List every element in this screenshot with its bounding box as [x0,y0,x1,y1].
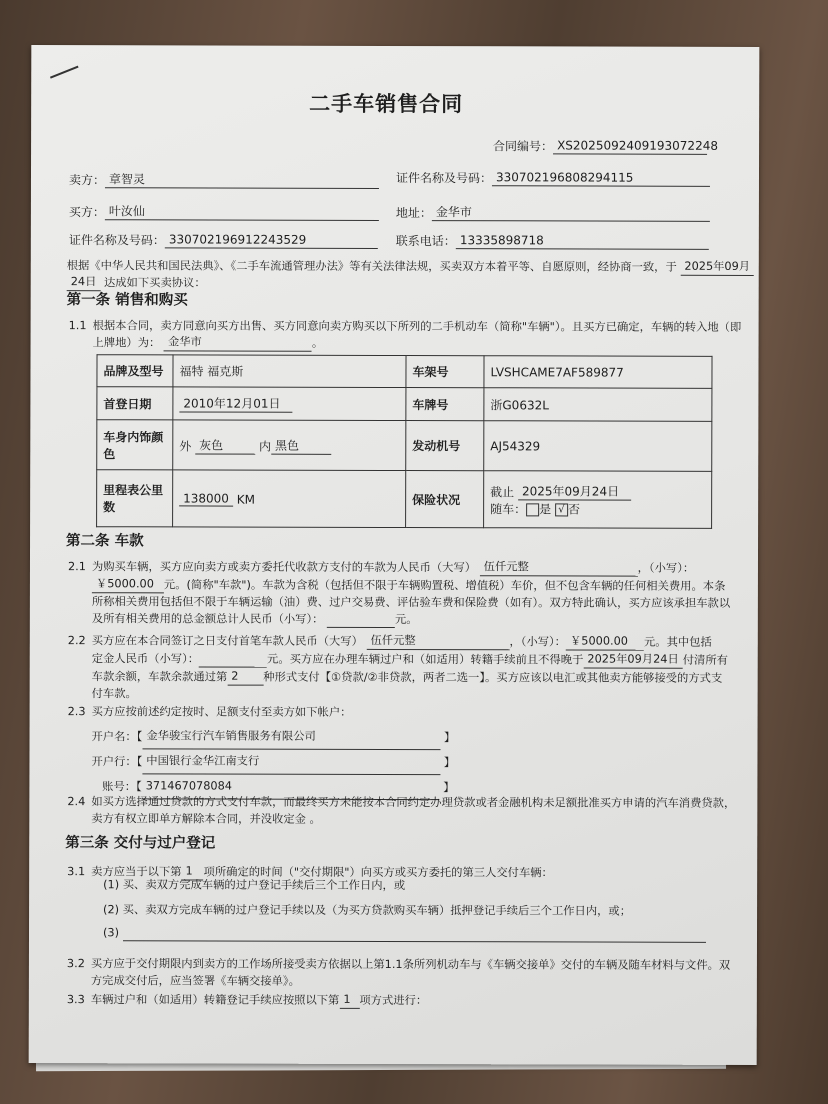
clause-3-1: 3.1 卖方应当于以下第 1 项所确定的时间（"交付期限"）向买方或买方委托的第三人交付车辆： [67,862,553,881]
clause-3-3: 3.3 车辆过户和（如适用）转籍登记手续应按照以下第 1 项方式进行： [66,992,428,1008]
plate-label: 车牌号 [406,388,484,421]
regdate-label: 首登日期 [97,387,173,420]
seller-id-field: 证件名称及号码： 330702196808294115 [396,169,710,187]
no-checkbox[interactable]: √ [555,503,568,516]
buyer-field: 买方： 叶汝仙 [69,203,379,221]
mileage-value: 138000 KM [173,470,406,528]
color-label: 车身内饰颜色 [97,420,173,470]
clause-2-2: 2.2 买方应在本合同签订之日支付首笔车款人民币（大写） 伍仟元整 ，（小写）： ￥5000.00 元。其中包括 定金人民币（小写）： 元。买方应在办理车辆过户和（如适用）转籍手续前且不得晚于 2025年09月24日 付清所有 车款余额，车款余款通过第 2 种形式支付【①贷款/②非贷款，两者二选一】。买方应该以电汇或其他卖方能够接受的方式支 付车款。 [68,631,728,704]
buyer-id-field: 证件名称及号码： 330702196912243529 [69,231,378,249]
regdate-value: 2010年12月01日 [173,387,406,421]
insurance-label: 保险状况 [406,471,484,528]
insurance-value: 截止 2025年09月24日 随车： 是 √ 否 [484,471,712,529]
clause-3-2: 3.2 买方应于交付期限内到卖方的工作场所接受卖方依据以上第1.1条所列机动车与《车辆交接单》交付的车辆及随车材料与文件。双 方完成交付后，应当签署《车辆交接单》。 [66,957,731,988]
vin-value: LVSHCAME7AF589877 [484,356,712,389]
article-3-heading: 第三条 交付与过户登记 [65,835,216,852]
table-row [97,470,712,529]
preamble: 根据《中华人民共和国民法典》、《二手车流通管理办法》等有关法律法规，买卖双方本着平等、自愿原则，经协商一致，于 2025年09月 24日 达成如下买卖协议： [67,257,754,293]
article-2-heading: 第二条 车款 [66,533,144,550]
mileage-label: 里程表公里数 [97,470,173,527]
table-row [97,420,712,472]
clause-2-1: 2.1 为购买车辆，买方应向卖方或卖方委托代收款方支付的车款为人民币（大写） 伍仟元整 ，（小写）： ￥5000.00 元。(简称"车款")。车款为含税（包括但不限于车辆购置税、增值税）车价，但不包含车辆的任何相关费用。本条 所称相关费用包括但不限于车辆运输（油）费、过户交易费、评估验车费和保险费（如有）。双方特此确认，买方应该承担车款以 及所有相关费用的总金额总计人民币（小写）： 元。 [67,560,731,627]
plate-value: 浙G0632L [484,388,712,422]
vin-label: 车架号 [406,356,484,388]
clause-2-4: 2.4 如买方选择通过贷款的方式支付车款，而最终买方未能按本合同约定办理贷款或者金融机构未足额批准买方申请的汽车消费贷款， 卖方有权立即单方解除本合同，并没收定金 。 [67,795,736,826]
color-value: 外 灰色 内 黑色 [173,420,406,471]
option-2: (2) 买、卖双方完成车辆的过户登记手续以及（为买方贷款购买车辆）抵押登记手续后三个工作日内，或； [103,903,632,918]
contract-number: 合同编号： XS2025092409193072248 [493,138,719,154]
clause-2-3: 2.3 买方应按前述约定按时、足额支付至卖方如下帐户： 开户名：【 金华骏宝行汽车销售服务有限公司 】 开户行：【 中国银行金华江南支行 】 账号：【 371467078084 】 [67,700,455,800]
contract-page [29,45,760,1065]
address-field: 地址： 金华市 [396,204,710,222]
engine-label: 发动机号 [406,421,484,471]
yes-checkbox[interactable] [526,503,539,516]
pen-mark [50,66,79,79]
clause-1-1: 1.1 根据本合同，卖方同意向买方出售、买方同意向卖方购买以下所列的二手机动车（简称"车辆"）。且买方已确定，车辆的转入地（即 上牌地）为： 金华市 。 [68,319,742,350]
brand-value: 福特 福克斯 [173,355,406,388]
seller-field: 卖方： 章智灵 [69,171,379,189]
article-1-heading: 第一条 销售和购买 [66,292,188,309]
brand-label: 品牌及型号 [97,355,173,387]
table-row [97,387,712,422]
option-1: (1) 买、卖双方完成车辆的过户登记手续后三个工作日内，或 [103,878,406,893]
table-row [97,355,712,389]
phone-field: 联系电话： 13335898718 [396,232,709,250]
option-3: (3) [103,925,706,943]
vehicle-info-table [96,354,712,529]
document-title: 二手车销售合同 [309,91,464,117]
engine-value: AJ54329 [484,421,712,472]
